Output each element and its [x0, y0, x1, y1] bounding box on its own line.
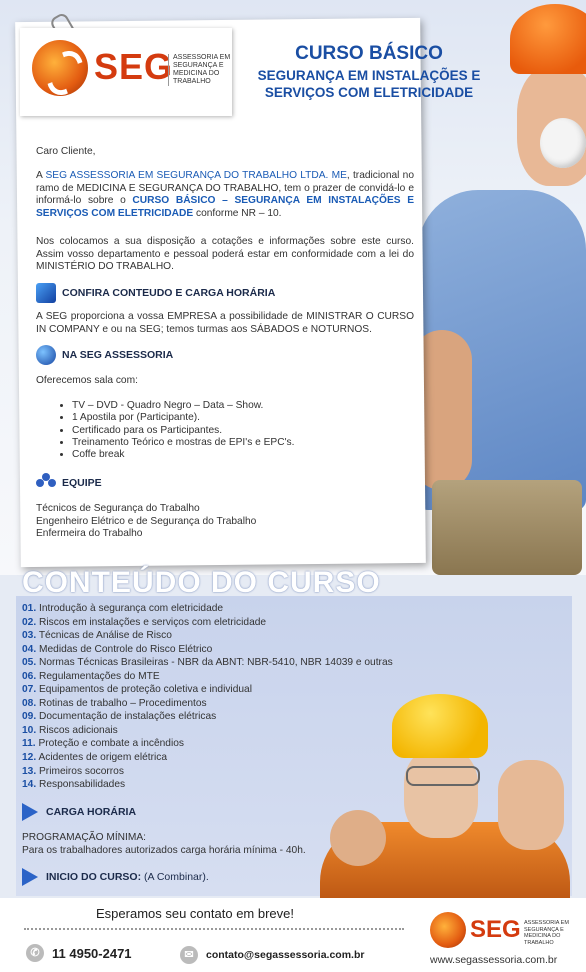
confira-text: A SEG proporciona a vossa EMPRESA a possibilidade de MINISTRAR O CURSO IN COMPANY e ou na SEG; temos turmas aos SÁBADOS e NOTURNOS. — [36, 311, 414, 335]
list-item: • TV – DVD - Quadro Negro – Data – Show. — [72, 400, 294, 412]
list-item: 11. Proteção e combate a incêndios — [22, 738, 184, 750]
list-item: 08. Rotinas de trabalho – Procedimentos — [22, 697, 207, 709]
logo-swirl-icon — [32, 40, 88, 96]
logo-name: SEG — [94, 46, 174, 87]
inicio-value: (A Combinar). — [144, 871, 209, 883]
facilities-list — [60, 400, 294, 461]
list-item: 13. Primeiros socorros — [22, 765, 124, 777]
list-item: 05. Normas Técnicas Brasileiras - NBR da ABNT: NBR-5410, NBR 14039 e outras — [22, 657, 393, 669]
course-title-block — [244, 43, 494, 101]
list-item: Enfermeira do Trabalho — [36, 528, 143, 540]
list-item: 10. Riscos adicionais — [22, 724, 118, 736]
seg-intro: Oferecemos sala com: — [36, 375, 138, 386]
logo-swirl-icon — [430, 912, 466, 948]
arrow-icon — [22, 803, 38, 821]
list-item: • Certificado para os Participantes. — [72, 425, 294, 437]
greeting: Caro Cliente, — [36, 146, 96, 157]
phone-contact[interactable]: ✆ 11 4950-2471 — [26, 944, 132, 962]
course-title: CURSO BÁSICO — [295, 43, 443, 64]
email-contact[interactable]: ✉ contato@segassessoria.com.br — [180, 946, 364, 964]
list-item: 01. Introdução à segurança com eletricidade — [22, 603, 224, 614]
dotted-divider — [24, 928, 404, 930]
list-item: 12. Acidentes de origem elétrica — [22, 752, 167, 764]
list-item: 09. Documentação de instalações elétricas — [22, 711, 217, 723]
list-item: 03. Técnicas de Análise de Risco — [22, 630, 172, 642]
footer-message: Esperamos seu contato em breve! — [96, 906, 294, 921]
list-item: Técnicos de Segurança do Trabalho — [36, 503, 200, 514]
list-item: Engenheiro Elétrico e de Segurança do Trabalho — [36, 515, 257, 527]
seg-logo[interactable] — [20, 28, 232, 116]
availability-paragraph: Nos colocamos a sua disposição a cotações e informações sobre este curso. Assim vosso departamento e pessoal poderá estar em conformidade com a lei do MINISTÉRIO DO TRABALHO. — [36, 236, 414, 273]
course-subtitle: SEGURANÇA EM INSTALAÇÕES E SERVIÇOS COM ELETRICIDADE — [257, 68, 481, 100]
list-item: 02. Riscos em instalações e serviços com eletricidade — [22, 616, 267, 628]
list-item: 14. Responsabilidades — [22, 779, 126, 791]
globe-icon — [36, 345, 56, 365]
list-item: • 1 Apostila por (Participante). — [72, 412, 294, 424]
section-confira-header: CONFIRA CONTEUDO E CARGA HORÁRIA — [36, 283, 275, 303]
footer-logo[interactable]: SEG ASSESSORIA EM SEGURANÇA E MEDICINA DO TRABALHO — [430, 910, 580, 950]
section-equipe-header: EQUIPE — [36, 473, 102, 493]
intro-paragraph: A SEG ASSESSORIA EM SEGURANÇA DO TRABALHO LTDA. ME, tradicional no ramo de MEDICINA E SEGURANÇA DO TRABALHO, tem o prazer de convidá-lo e informá-lo sobre o CURSO BÁSICO – SEGURANÇA EM INSTALAÇÕES E SERVIÇOS COM ELETRICIDADE conforme NR – 10. — [36, 170, 415, 219]
list-item: 07. Equipamentos de proteção coletiva e individual — [22, 684, 252, 696]
course-name-highlight: CURSO BÁSICO – SEGURANÇA EM INSTALAÇÕES E SERVIÇOS COM ELETRICIDADE — [36, 195, 415, 219]
list-item: • Coffe break — [72, 449, 294, 461]
section-seg-header: NA SEG ASSESSORIA — [36, 345, 173, 365]
worker-photo-bottom — [300, 690, 586, 898]
team-icon — [36, 473, 56, 493]
book-icon — [36, 283, 56, 303]
list-item: 04. Medidas de Controle do Risco Elétrico — [22, 643, 213, 655]
list-item: • Treinamento Teórico e mostras de EPI's e EPC's. — [72, 437, 294, 449]
content-heading: CONTEÚDO DO CURSO — [22, 566, 381, 599]
carga-text: PROGRAMAÇÃO MÍNIMA: Para os trabalhadores autorizados carga horária mínima - 40h. — [22, 832, 306, 856]
list-item: 06. Regulamentações do MTE — [22, 670, 160, 682]
phone-icon: ✆ — [26, 944, 44, 962]
company-name: SEG ASSESSORIA EM SEGURANÇA DO TRABALHO LTDA. ME — [45, 170, 347, 181]
arrow-icon — [22, 868, 38, 886]
logo-tagline: ASSESSORIA EM SEGURANÇA E MEDICINA DO TRABALHO — [168, 54, 235, 86]
mail-icon: ✉ — [180, 946, 198, 964]
website-link[interactable]: www.segassessoria.com.br — [430, 954, 558, 966]
carga-header: CARGA HORÁRIA — [22, 803, 136, 821]
inicio-line: INICIO DO CURSO: (A Combinar). — [22, 868, 209, 886]
team-list — [36, 503, 414, 541]
